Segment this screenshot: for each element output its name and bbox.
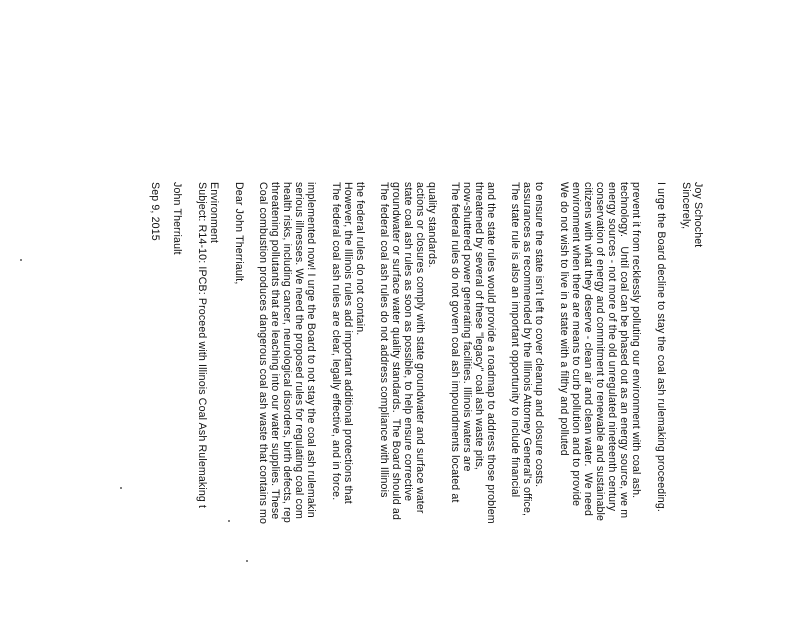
paragraph-line: groundwater or surface water quality standards. The Board should ad xyxy=(390,182,402,521)
paragraph-line: and the state rules would provide a roadmap to address those problem xyxy=(485,182,497,524)
paragraph-line: The federal rules do not govern coal ash impoundments located at xyxy=(449,182,461,503)
paragraph-line: state coal ash rules as soon as possible, to help ensure corrective xyxy=(402,182,414,502)
paragraph-line: technology. Until coal can be phased out as an energy source, we m xyxy=(618,182,630,519)
paragraph-line: serious illnesses. We need the proposed rules for regulating coal com xyxy=(293,182,305,519)
scan-speck xyxy=(120,487,122,489)
paragraph-line: to ensure the state isn't left to cover cleanup and closure costs. xyxy=(533,182,545,488)
paragraph-line: We do not wish to live in a state with a filthy and polluted xyxy=(558,182,570,456)
scan-speck xyxy=(246,560,248,562)
subject-line: Subject: R14-10: IPCB: Proceed with Illinois Coal Ash Rulemaking t xyxy=(196,182,208,509)
paragraph-line: environment when there are means to curb pollution and to provide xyxy=(570,182,582,507)
paragraph-line: actions or closures comply with state groundwater and surface water xyxy=(414,182,426,514)
paragraph-line: Coal combustion produces dangerous coal ash waste that contains mo xyxy=(257,182,269,525)
paragraph-line: threatened by several of these "legacy" coal ash waste pits, xyxy=(473,182,485,470)
paragraph-line: The federal coal ash rules are clear, legally effective, and in force. xyxy=(330,182,342,501)
scan-speck xyxy=(20,259,22,261)
paragraph-line: assurances as recommended by the Illinois Attorney General's office, xyxy=(521,182,533,517)
paragraph-line: quality standards. xyxy=(426,182,438,268)
letter-date: Sep 9, 2015 xyxy=(149,182,161,241)
paragraph-line: threatening pollutants that are leaching into our water supplies. These xyxy=(269,182,281,520)
paragraph-line: implemented now! I urge the Board to not stay the coal ash rulemakin xyxy=(305,182,317,518)
closing: Sincerely, xyxy=(680,182,692,230)
paragraph-line: energy sources - not more of the old unregulated nineteenth century xyxy=(606,182,618,512)
paragraph-line: prevent it from recklessly polluting our environment with coal ash. xyxy=(630,182,642,499)
paragraph-line: citizens with what they deserve - clean air and clean water. We need xyxy=(582,182,594,517)
paragraph-line: The state rule is also an important opportunity to include financial xyxy=(509,182,521,498)
letter-recipient: John Therriault xyxy=(171,182,183,255)
paragraph-line: conservation of energy and commitment to renewable and sustainable xyxy=(594,182,606,522)
paragraph-line: health risks, including cancer, neurological disorders, birth defects, rep xyxy=(281,182,293,523)
paragraph-line: the federal rules do not contain. xyxy=(354,182,366,336)
paragraph-line: The federal coal ash rules do not address compliance with Illinois xyxy=(378,182,390,498)
salutation: Dear John Therriault, xyxy=(233,182,245,285)
paragraph-line: now-shuttered power generating facilities. Illinois waters are xyxy=(461,182,473,472)
subject-line: Environment xyxy=(208,182,220,244)
paragraph-line: However, the Illinois rules add important additional protections that xyxy=(342,182,354,504)
signature: Joy Schochet xyxy=(692,182,704,248)
scan-speck xyxy=(228,520,230,522)
paragraph-line: I urge the Board decline to stay the coal ash rulemaking proceeding. xyxy=(655,182,667,512)
